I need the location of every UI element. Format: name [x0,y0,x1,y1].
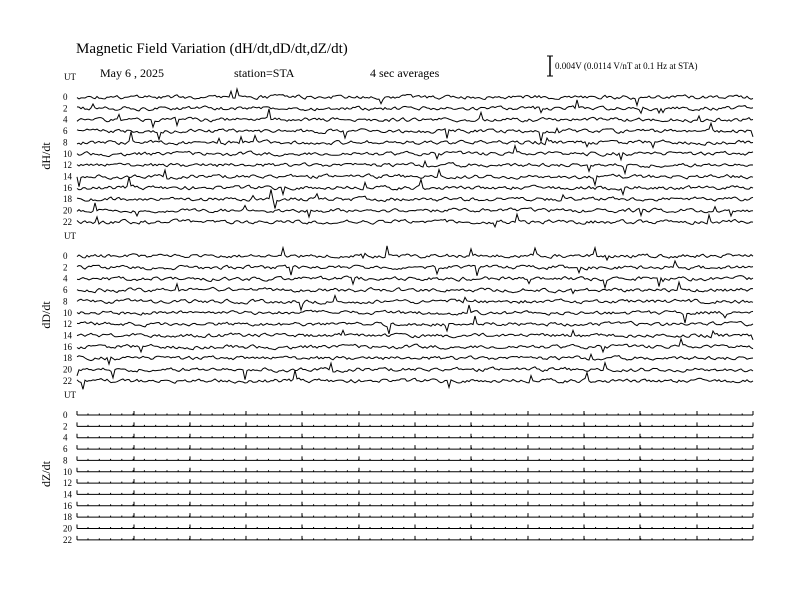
trace-hour-10 [77,146,753,160]
hour-label-4: 4 [63,114,68,125]
trace-hour-8 [77,296,753,311]
dz-dt-axis-label: dZ/dt [39,461,53,487]
hour-label-12: 12 [63,478,72,489]
hour-label-4: 4 [63,273,68,284]
hour-label-14: 14 [63,489,72,500]
trace-hour-16 [77,339,753,352]
dh-dt-panel [39,72,753,227]
trace-hour-16 [77,177,753,194]
hour-label-16: 16 [63,500,72,511]
trace-hour-12 [77,161,753,173]
date-label: May 6 , 2025 [100,66,164,80]
minute-ticks-14 [77,490,753,494]
minute-ticks-0 [77,411,753,415]
hour-label-20: 20 [63,523,72,534]
hour-label-4: 4 [63,432,68,443]
hour-label-16: 16 [63,341,72,352]
hour-label-22: 22 [63,216,72,227]
hour-label-10: 10 [63,466,72,477]
hour-label-6: 6 [63,126,68,137]
trace-hour-14 [77,330,753,340]
trace-hour-6 [77,123,753,141]
hour-label-8: 8 [63,137,68,148]
trace-hour-22 [77,214,753,227]
hour-label-8: 8 [63,296,68,307]
dd-dt-panel [39,231,753,389]
minute-ticks-20 [77,525,753,529]
trace-hour-22 [77,370,753,389]
hour-label-0: 0 [63,92,68,102]
trace-hour-4 [77,276,753,288]
hour-label-16: 16 [63,182,72,193]
minute-ticks-2 [77,422,753,426]
hour-label-18: 18 [63,512,72,523]
hour-label-14: 14 [63,330,72,341]
scale-bar [547,56,553,76]
trace-hour-8 [77,132,753,148]
ut-label: UT [64,72,76,82]
trace-hour-2 [77,100,753,113]
trace-hour-18 [77,354,753,364]
averaging-label: 4 sec averages [370,66,440,80]
ut-label: UT [64,390,76,400]
hour-label-2: 2 [63,421,68,432]
dh-dt-axis-label: dH/dt [39,142,53,170]
minute-ticks-4 [77,434,753,438]
chart-title: Magnetic Field Variation (dH/dt,dD/dt,dZ/dt) [76,41,348,57]
trace-hour-10 [77,305,753,323]
hour-label-12: 12 [63,319,72,330]
minute-ticks-6 [77,445,753,449]
hour-label-18: 18 [63,194,72,205]
trace-hour-0 [77,246,753,260]
hour-label-10: 10 [63,148,72,159]
hour-label-2: 2 [63,262,68,273]
minute-ticks-10 [77,468,753,472]
hour-label-2: 2 [63,103,68,114]
station-label: station=STA [234,66,295,80]
hour-label-18: 18 [63,353,72,364]
minute-ticks-22 [77,536,753,540]
ut-label: UT [64,231,76,241]
hour-label-20: 20 [63,205,72,216]
trace-hour-12 [77,316,753,334]
hour-label-22: 22 [63,375,72,386]
hour-label-6: 6 [63,285,68,296]
hour-label-6: 6 [63,444,68,455]
hour-label-22: 22 [63,534,72,545]
trace-hour-20 [77,363,753,380]
hour-label-12: 12 [63,160,72,171]
hour-label-0: 0 [63,251,68,261]
hour-label-0: 0 [63,410,68,420]
trace-hour-4 [77,109,753,127]
hour-label-10: 10 [63,307,72,318]
trace-hour-14 [77,170,753,187]
dd-dt-axis-label: dD/dt [39,301,53,329]
minute-ticks-12 [77,479,753,483]
trace-hour-2 [77,261,753,276]
trace-hour-18 [77,190,753,209]
minute-ticks-16 [77,502,753,506]
dz-dt-panel [39,390,753,545]
minute-ticks-18 [77,513,753,517]
trace-hour-20 [77,203,753,217]
trace-hour-0 [77,89,753,105]
hour-label-20: 20 [63,364,72,375]
minute-ticks-8 [77,456,753,460]
trace-hour-6 [77,282,753,293]
hour-label-8: 8 [63,455,68,466]
hour-label-14: 14 [63,171,72,182]
scale-bar-label: 0.004V (0.0114 V/nT at 0.1 Hz at STA) [555,61,698,71]
